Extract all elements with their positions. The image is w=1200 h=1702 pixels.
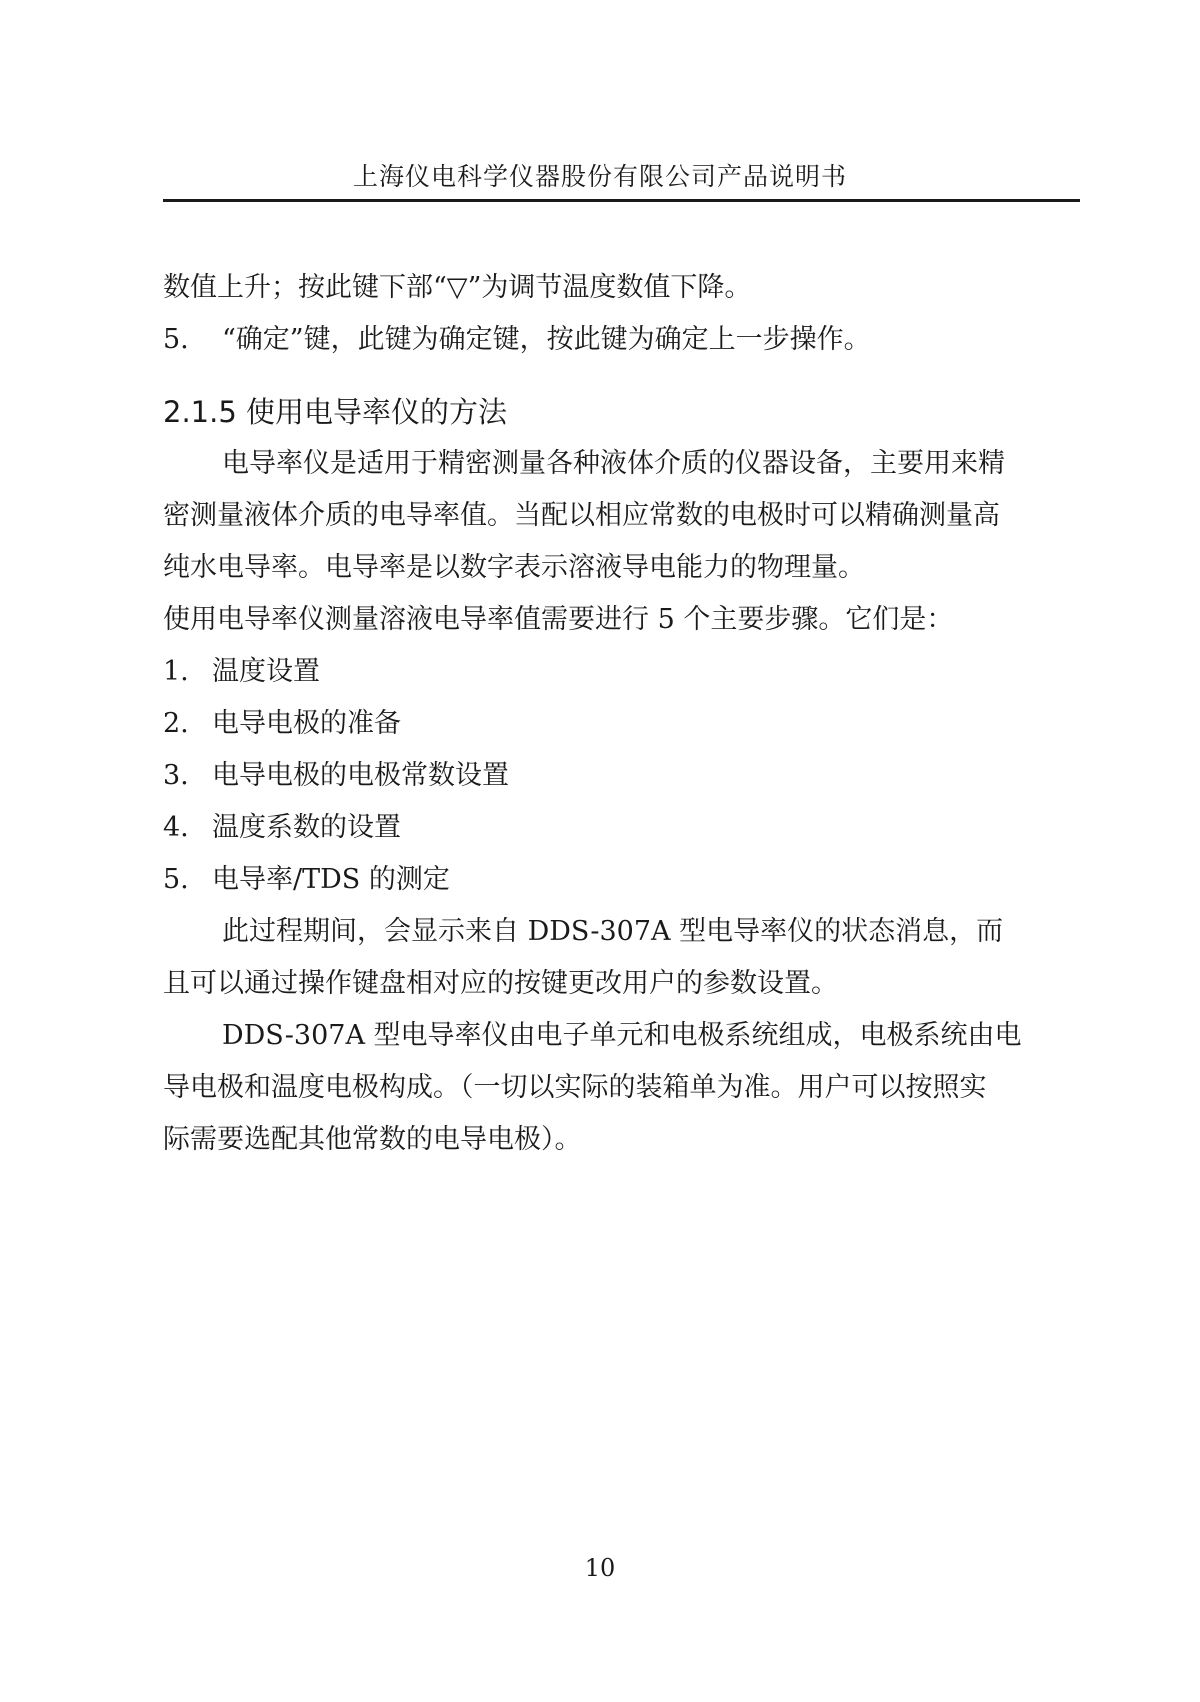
list-item xyxy=(163,854,1080,906)
list-item xyxy=(163,646,1080,698)
paragraph-line: 此过程期间，会显示来自 DDS-307A 型电导率仪的状态消息，而 xyxy=(222,916,1004,947)
list-item xyxy=(163,698,1080,750)
paragraph-line: 电导率仪是适用于精密测量各种液体介质的仪器设备，主要用来精 xyxy=(222,448,1005,479)
paragraph xyxy=(163,1010,1080,1166)
list-item-number: 1. xyxy=(163,656,189,687)
list-item-text: 温度系数的设置 xyxy=(212,812,401,843)
list-item-number: 3. xyxy=(163,760,189,791)
list-item xyxy=(163,802,1080,854)
steps-list xyxy=(163,646,1080,906)
paragraph xyxy=(163,906,1080,1010)
list-item-number: 2. xyxy=(163,708,189,739)
list-item-text: 电导电极的准备 xyxy=(212,708,401,739)
steps-intro: 使用电导率仪测量溶液电导率值需要进行 5 个主要步骤。它们是： xyxy=(163,604,954,635)
list-item-number: 5. xyxy=(163,864,189,895)
list-item-text: 电导率/TDS 的测定 xyxy=(212,864,450,895)
page-number: 10 xyxy=(584,1554,616,1582)
list-item xyxy=(163,750,1080,802)
paragraph-line: 密测量液体介质的电导率值。当配以相应常数的电极时可以精确测量高 xyxy=(163,500,1000,531)
list-item-text: 温度设置 xyxy=(212,656,320,687)
paragraph-line: 纯水电导率。电导率是以数字表示溶液导电能力的物理量。 xyxy=(163,552,865,583)
paragraph-line: 且可以通过操作键盘相对应的按键更改用户的参数设置。 xyxy=(163,968,838,999)
paragraph xyxy=(163,438,1080,594)
list-item xyxy=(163,314,1080,366)
paragraph-line: 际需要选配其他常数的电导电极）。 xyxy=(163,1124,582,1155)
header-rule xyxy=(163,199,1080,202)
paragraph-line: 导电极和温度电极构成。（一切以实际的装箱单为准。用户可以按照实 xyxy=(163,1072,987,1103)
list-item-number: 4. xyxy=(163,812,189,843)
page-content xyxy=(163,262,1080,1166)
header-title: 上海仪电科学仪器股份有限公司产品说明书 xyxy=(352,162,847,191)
list-item-number: 5. xyxy=(163,324,189,355)
section-heading: 2.1.5 使用电导率仪的方法 xyxy=(163,395,508,429)
intro-line: 数值上升；按此键下部“▽”为调节温度数值下降。 xyxy=(163,272,752,303)
paragraph-line: DDS-307A 型电导率仪由电子单元和电极系统组成，电极系统由电 xyxy=(222,1020,1022,1051)
spacer xyxy=(163,366,1080,386)
list-item-text: 电导电极的电极常数设置 xyxy=(212,760,509,791)
list-item-text: “确定”键，此键为确定键，按此键为确定上一步操作。 xyxy=(222,324,871,355)
